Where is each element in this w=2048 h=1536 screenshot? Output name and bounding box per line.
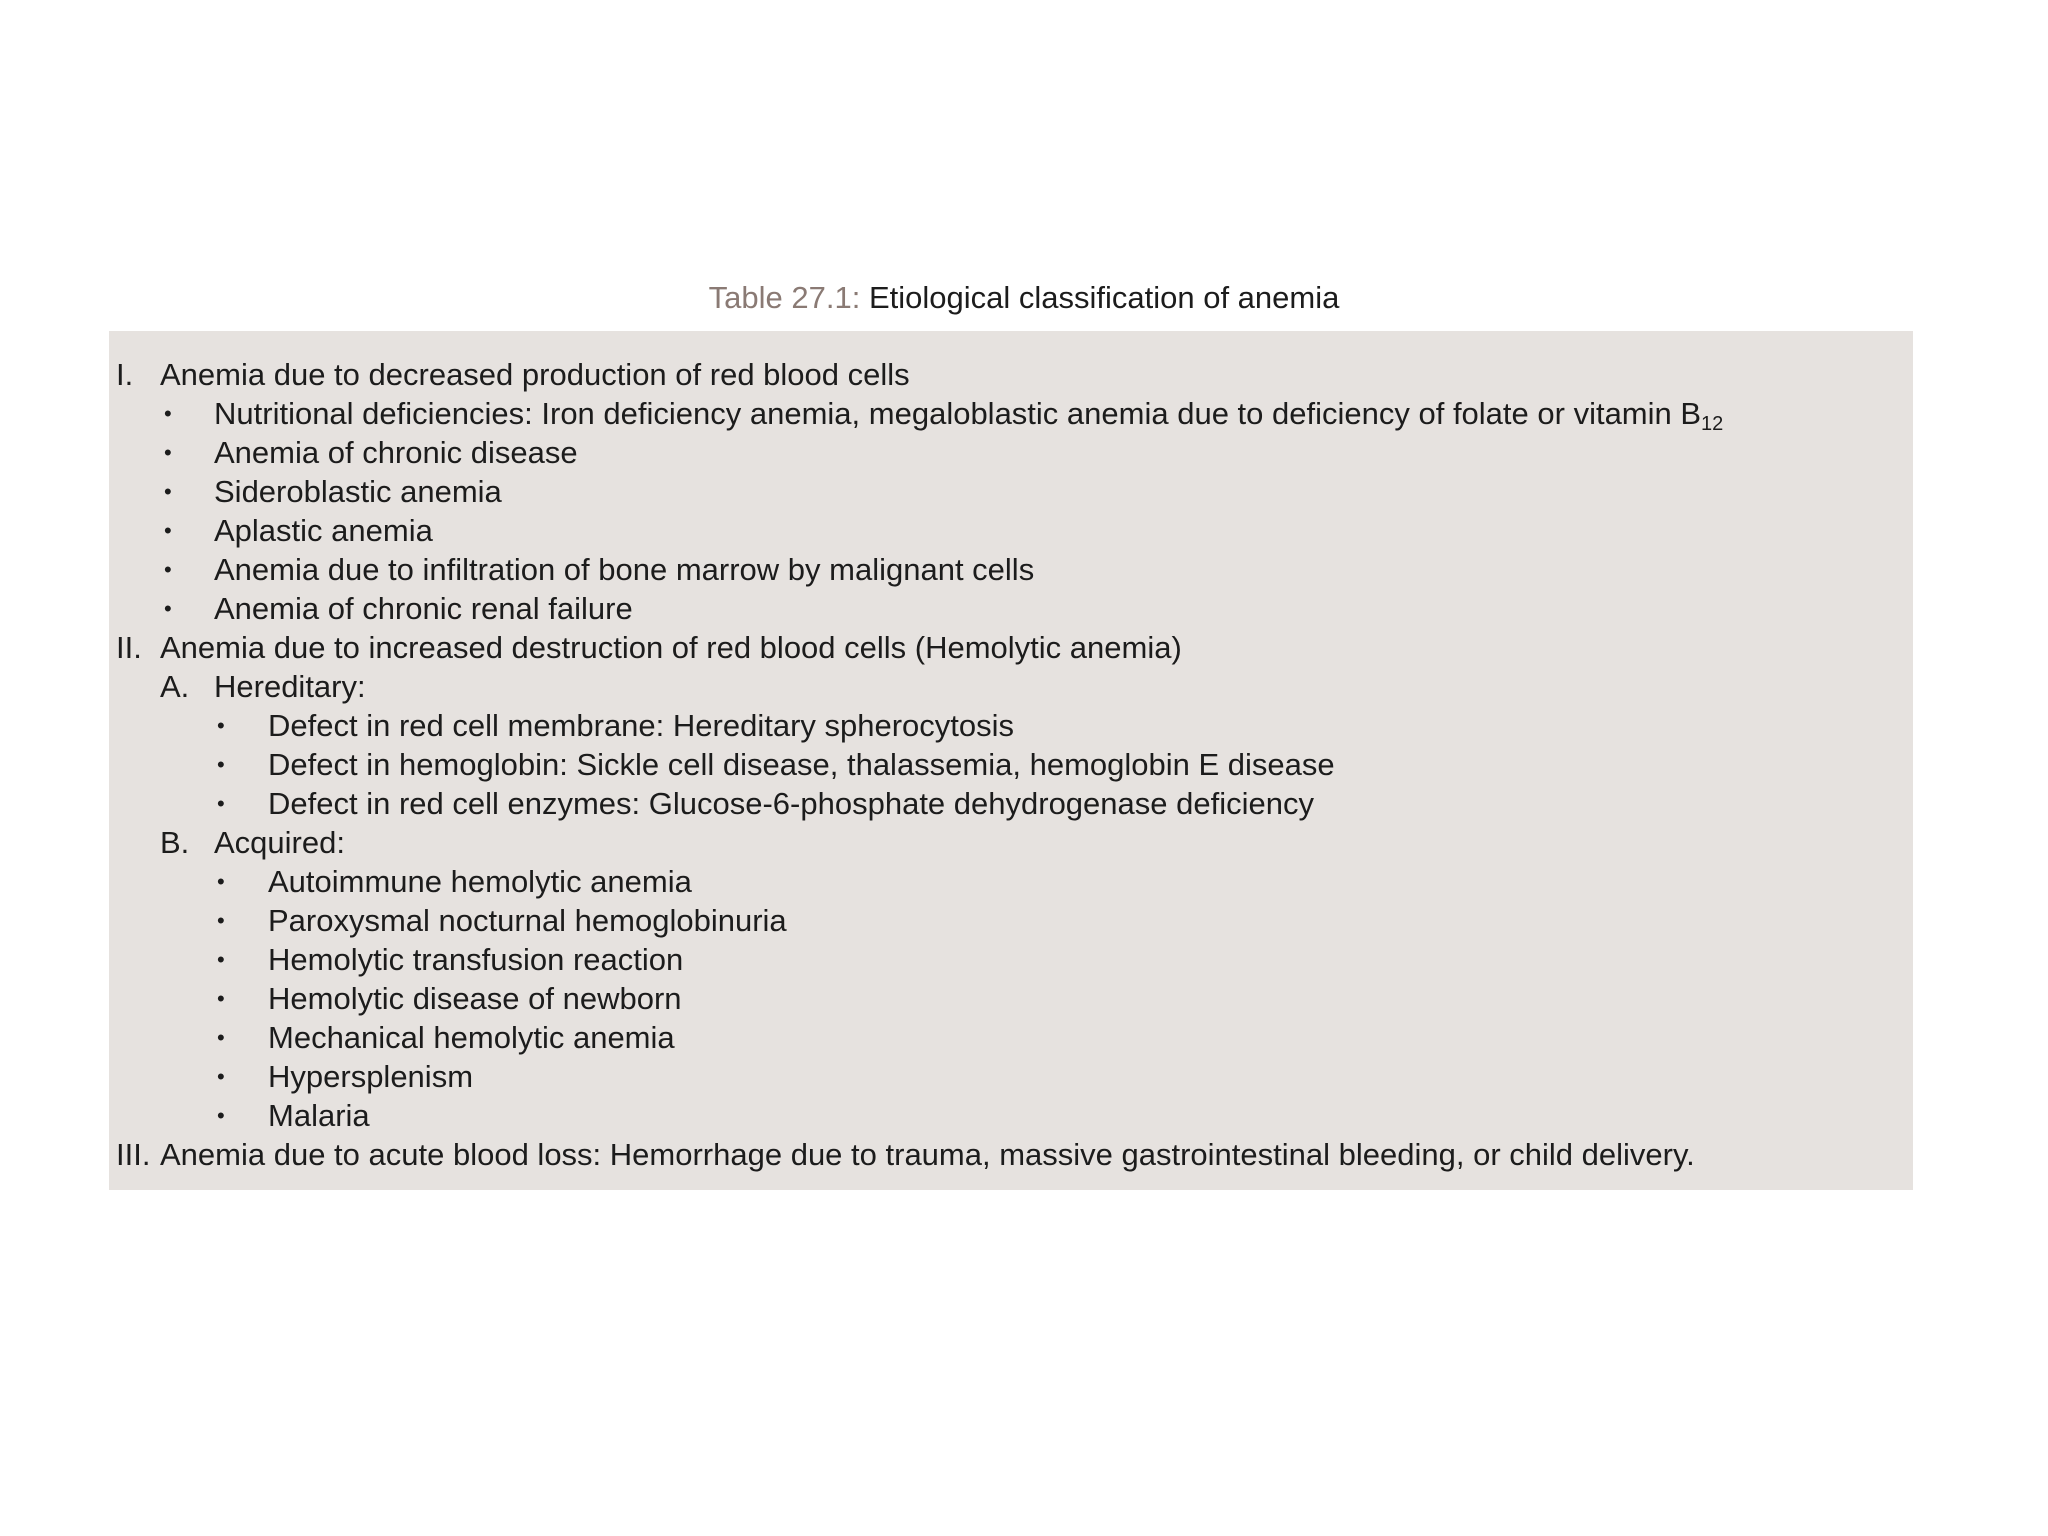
list-item-text <box>214 396 1724 435</box>
list-item-text: Defect in hemoglobin: Sickle cell disease, thalassemia, hemoglobin E disease <box>268 747 1335 782</box>
hereditary-letter: A. <box>160 669 190 704</box>
list-item-text: Hemolytic disease of newborn <box>268 981 682 1016</box>
classification-table <box>109 331 1913 1190</box>
list-item-text: Paroxysmal nocturnal hemoglobinuria <box>268 903 787 938</box>
section-3-number: III. <box>116 1137 151 1172</box>
bullet-icon: • <box>217 791 225 816</box>
list-item-text: Defect in red cell enzymes: Glucose-6-phosphate dehydrogenase deficiency <box>268 786 1314 821</box>
list-item-text: Aplastic anemia <box>214 513 433 548</box>
bullet-icon: • <box>217 752 225 777</box>
bullet-icon: • <box>217 1064 225 1089</box>
list-item-text: Sideroblastic anemia <box>214 474 502 509</box>
table-caption <box>0 280 2048 316</box>
nutritional-deficiency-text: Nutritional deficiencies: Iron deficiency anemia, megaloblastic anemia due to deficiency of folate or vitamin B <box>214 396 1702 431</box>
bullet-icon: • <box>164 518 172 543</box>
list-item-text: Autoimmune hemolytic anemia <box>268 864 692 899</box>
list-item-text: Anemia of chronic disease <box>214 435 578 470</box>
list-item-text: Mechanical hemolytic anemia <box>268 1020 675 1055</box>
list-item-text: Hypersplenism <box>268 1059 474 1094</box>
bullet-icon: • <box>217 713 225 738</box>
list-item-text: Hemolytic transfusion reaction <box>268 942 684 977</box>
bullet-icon: • <box>217 947 225 972</box>
list-item-text: Defect in red cell membrane: Hereditary spherocytosis <box>268 708 1015 743</box>
bullet-icon: • <box>164 440 172 465</box>
section-3-text: Anemia due to acute blood loss: Hemorrhage due to trauma, massive gastrointestinal bleeding, or child delivery. <box>160 1137 1695 1172</box>
list-item-text: Anemia of chronic renal failure <box>214 591 633 626</box>
table-number: Table 27.1: <box>708 280 861 315</box>
subscript-12: 12 <box>1701 413 1724 435</box>
bullet-icon: • <box>164 557 172 582</box>
section-2-number: II. <box>116 630 142 665</box>
bullet-icon: • <box>217 1103 225 1128</box>
bullet-icon: • <box>164 401 172 426</box>
list-item-text: Malaria <box>268 1098 370 1133</box>
list-item-text: Anemia due to infiltration of bone marrow by malignant cells <box>214 552 1035 587</box>
acquired-label: Acquired: <box>214 825 345 860</box>
bullet-icon: • <box>217 986 225 1011</box>
bullet-icon: • <box>164 479 172 504</box>
section-1-heading: Anemia due to decreased production of red blood cells <box>160 357 910 392</box>
bullet-icon: • <box>217 908 225 933</box>
bullet-icon: • <box>217 869 225 894</box>
acquired-letter: B. <box>160 825 190 860</box>
hereditary-label: Hereditary: <box>214 669 366 704</box>
bullet-icon: • <box>217 1025 225 1050</box>
bullet-icon: • <box>164 596 172 621</box>
section-1-number: I. <box>116 357 134 392</box>
table-title: Etiological classification of anemia <box>868 280 1340 315</box>
section-2-heading: Anemia due to increased destruction of red blood cells (Hemolytic anemia) <box>160 630 1182 665</box>
